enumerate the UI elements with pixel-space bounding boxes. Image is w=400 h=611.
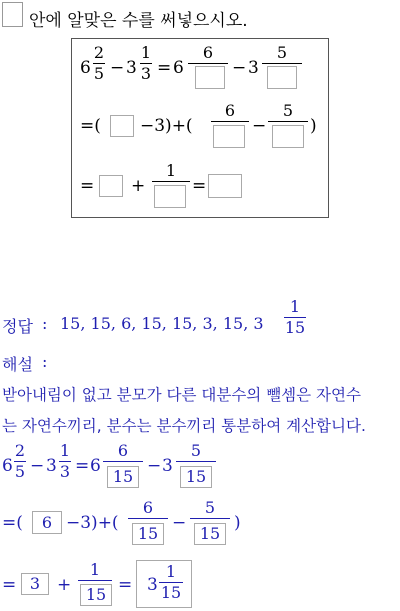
equals-sign: = — [157, 58, 172, 78]
answer-label: 정답 — [2, 317, 33, 336]
denominator: 5 — [14, 462, 26, 481]
denominator: 5 — [93, 64, 105, 83]
plus-sign: + — [57, 575, 72, 595]
minus-sign: − — [252, 116, 267, 136]
whole-number-blank[interactable] — [99, 175, 123, 197]
minus-sign: − — [147, 456, 162, 476]
numerator: 5 — [190, 441, 202, 460]
denominator-box: 15 — [132, 523, 164, 545]
numerator: 6 — [202, 43, 214, 62]
numerator: 6 — [224, 101, 236, 120]
numerator: 5 — [282, 101, 294, 120]
header-blank-icon — [2, 2, 23, 27]
answer-blank[interactable] — [208, 174, 242, 198]
equals-sign: = — [2, 575, 17, 595]
whole-number: 3 — [46, 456, 57, 476]
plus-sign: + — [131, 176, 146, 196]
denominator-box: 15 — [80, 584, 112, 606]
whole-number: 3 — [126, 58, 137, 78]
fraction — [262, 45, 302, 66]
numerator: 1 — [140, 43, 152, 62]
minus-sign: − — [110, 58, 125, 78]
whole-number: 6 — [90, 456, 101, 476]
fraction — [152, 163, 190, 184]
denominator: 3 — [59, 462, 71, 481]
fraction — [93, 45, 105, 82]
instruction-text: 안에 알맞은 수를 써넣으시오. — [29, 11, 248, 31]
close-paren: ) — [310, 116, 317, 136]
solution-line-2: 는 자연수끼리, 분수는 분수끼리 통분하여 계산합니다. — [2, 417, 366, 435]
numerator: 1 — [165, 562, 177, 581]
denominator: 3 — [140, 64, 152, 83]
fraction — [211, 103, 249, 124]
fraction — [78, 562, 112, 583]
whole-number: 3 — [162, 456, 173, 476]
whole-number: 3 — [248, 58, 259, 78]
denominator: 15 — [284, 318, 306, 337]
answer-values: 15, 15, 6, 15, 15, 3, 15, 3 — [60, 314, 264, 333]
denominator-blank[interactable] — [213, 125, 245, 148]
fraction — [59, 443, 71, 480]
numerator: 1 — [165, 161, 177, 180]
fraction — [128, 500, 168, 521]
numerator: 5 — [204, 498, 216, 517]
fraction — [268, 103, 308, 124]
expression-part: −3)+( — [66, 513, 119, 533]
whole-number: 6 — [173, 58, 184, 78]
minus-sign: − — [30, 456, 45, 476]
close-paren: ) — [234, 513, 241, 533]
fraction — [190, 500, 230, 521]
numerator: 2 — [14, 441, 26, 460]
equals-sign: = — [118, 575, 133, 595]
denominator-blank[interactable] — [195, 66, 225, 89]
answer-fraction — [284, 299, 306, 336]
numerator: 2 — [93, 43, 105, 62]
fraction — [176, 443, 216, 464]
fraction — [159, 564, 183, 601]
denominator: 15 — [160, 583, 182, 602]
expression-part: −3)+( — [140, 116, 193, 136]
numerator: 1 — [59, 441, 71, 460]
whole-number: 3 — [147, 575, 158, 595]
denominator-blank[interactable] — [154, 185, 186, 208]
whole-number-blank[interactable] — [110, 115, 134, 137]
solution-line-1: 받아내림이 없고 분모가 다른 대분수의 뺄셈은 자연수 — [2, 386, 361, 404]
whole-number: 6 — [80, 58, 91, 78]
solution-colon: : — [42, 352, 48, 371]
equals-open-paren: =( — [2, 513, 23, 533]
fraction — [14, 443, 26, 480]
denominator-box: 15 — [180, 466, 212, 488]
numerator: 5 — [276, 43, 288, 62]
whole-number-box: 6 — [32, 511, 62, 534]
final-answer-box — [136, 560, 192, 608]
equals-open-paren: =( — [80, 116, 101, 136]
fraction — [140, 45, 152, 82]
numerator: 1 — [289, 297, 301, 316]
whole-number: 6 — [2, 456, 13, 476]
equals-sign: = — [75, 456, 90, 476]
equals-sign: = — [192, 176, 207, 196]
numerator: 1 — [89, 560, 101, 579]
numerator: 6 — [117, 441, 129, 460]
equals-sign: = — [80, 176, 95, 196]
solution-label: 해설 — [2, 355, 33, 374]
minus-sign: − — [232, 58, 247, 78]
numerator: 6 — [142, 498, 154, 517]
whole-number-box: 3 — [21, 573, 49, 595]
fraction — [103, 443, 143, 464]
denominator-blank[interactable] — [272, 125, 304, 148]
answer-colon: : — [42, 314, 48, 333]
fraction — [188, 45, 228, 66]
minus-sign: − — [172, 513, 187, 533]
denominator-box: 15 — [194, 523, 226, 545]
denominator-box: 15 — [107, 466, 139, 488]
denominator-blank[interactable] — [267, 66, 297, 89]
